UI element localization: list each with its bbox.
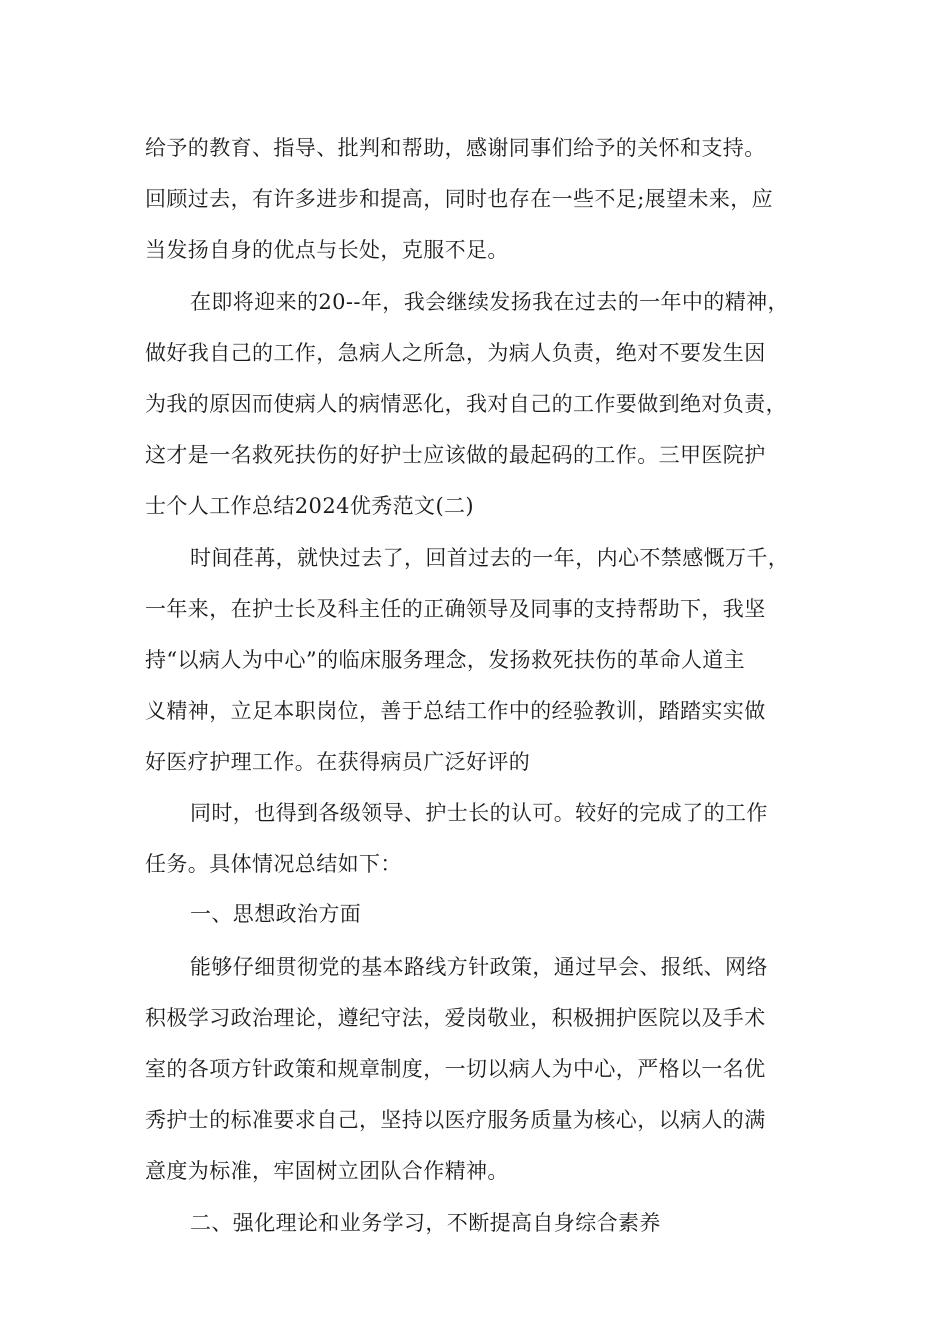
- text-line: 做好我自己的工作，急病人之所急，为病人负责，绝对不要发生因: [145, 341, 766, 365]
- text-line: 同时，也得到各级领导、护士长的认可。较好的完成了的工作: [190, 801, 768, 825]
- text-line: 回顾过去，有许多进步和提高，同时也存在一些不足;展望未来，应: [145, 187, 774, 211]
- text-line: 一年来，在护士长及科主任的正确领导及同事的支持帮助下，我坚: [145, 597, 766, 621]
- text-line: 持“以病人为中心”的临床服务理念，发扬救死扶伤的革命人道主: [145, 648, 746, 672]
- section-heading: 二、强化理论和业务学习，不断提高自身综合素养: [190, 1211, 661, 1235]
- text-line: 积极学习政治理论，遵纪守法，爱岗敬业，积极拥护医院以及手术: [145, 1006, 766, 1030]
- text-line: 这才是一名救死扶伤的好护士应该做的最起码的工作。三甲医院护: [145, 443, 766, 467]
- text-line: 意度为标准，牢固树立团队合作精神。: [145, 1159, 509, 1183]
- text-line: 时间荏苒，就快过去了，回首过去的一年，内心不禁感慨万千，: [190, 546, 790, 570]
- text-line: 当发扬自身的优点与长处，克服不足。: [145, 238, 509, 262]
- text-line: 为我的原因而使病人的病情恶化，我对自己的工作要做到绝对负责，: [145, 392, 787, 416]
- text-line: 在即将迎来的20--年，我会继续发扬我在过去的一年中的精神，: [190, 290, 789, 314]
- text-line: 任务。具体情况总结如下：: [145, 852, 402, 876]
- text-line: 能够仔细贯彻党的基本路线方针政策，通过早会、报纸、网络: [190, 955, 768, 979]
- text-line: 给予的教育、指导、批判和帮助，感谢同事们给予的关怀和支持。: [145, 136, 766, 160]
- section-heading: 一、思想政治方面: [190, 902, 362, 926]
- text-line: 义精神，立足本职岗位，善于总结工作中的经验教训，踏踏实实做: [145, 699, 766, 723]
- text-line: 士个人工作总结2024优秀范文(二): [145, 494, 475, 518]
- text-line: 室的各项方针政策和规章制度，一切以病人为中心，严格以一名优: [145, 1057, 766, 1081]
- text-line: 好医疗护理工作。在获得病员广泛好评的: [145, 750, 531, 774]
- text-line: 秀护士的标准要求自己，坚持以医疗服务质量为核心，以病人的满: [145, 1108, 766, 1132]
